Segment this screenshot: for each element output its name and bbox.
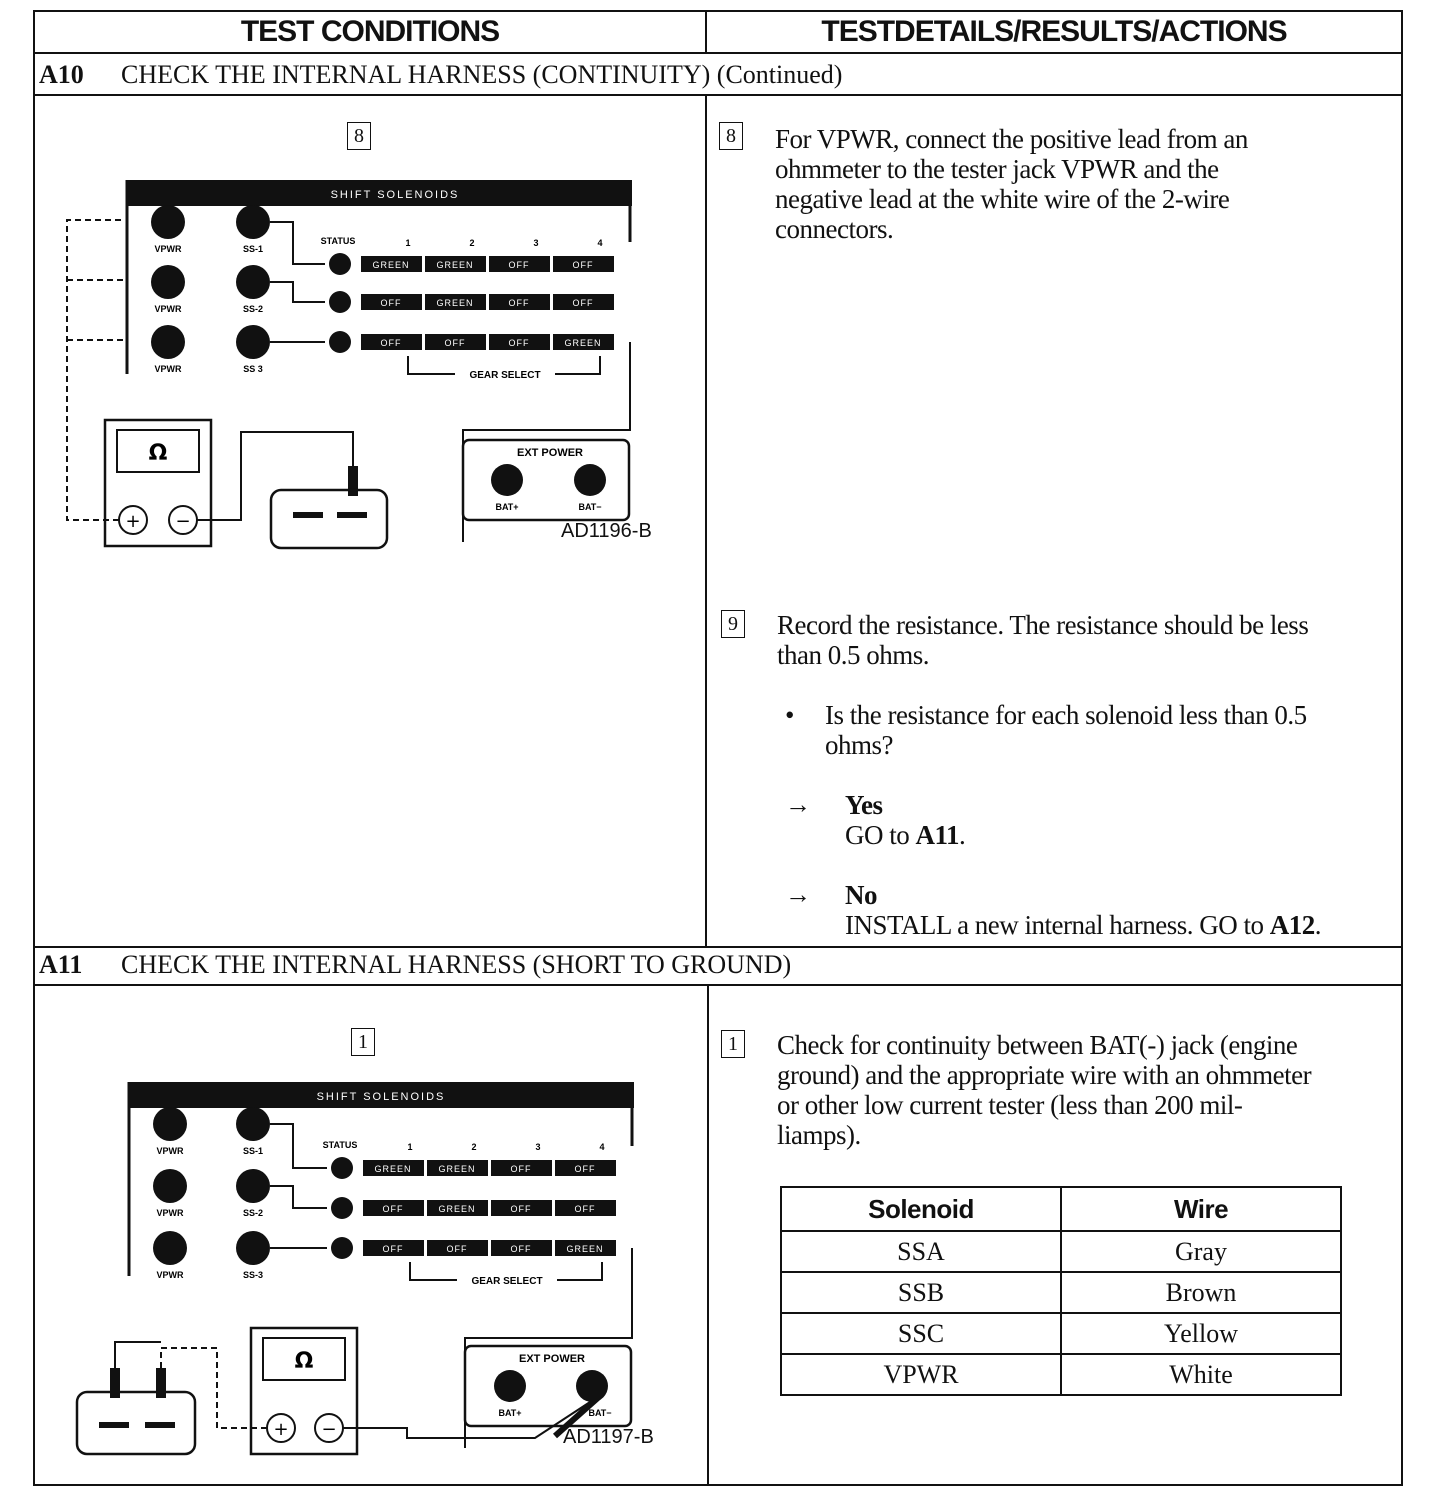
jack-label: VPWR: [154, 364, 182, 374]
ohm-icon: Ω: [294, 1349, 314, 1374]
answer-action: [845, 910, 1405, 940]
action-ref: A12: [1269, 910, 1315, 940]
bullet-icon: •: [785, 700, 795, 730]
bat-neg-label: BAT−: [588, 1408, 612, 1418]
table-cell: Brown: [1061, 1272, 1341, 1313]
solenoid-wire-table: [780, 1186, 1342, 1396]
jack-label: SS-3: [242, 1270, 264, 1280]
step-8-text: [775, 124, 1395, 244]
status-bar-label: OFF: [508, 298, 530, 308]
column-number-label: 3: [533, 238, 539, 248]
text-line: ohmmeter to the tester jack VPWR and the: [775, 154, 1219, 184]
divider: [705, 94, 707, 946]
figure-step-box: 1: [351, 1028, 375, 1056]
bat-neg-label: BAT−: [578, 502, 602, 512]
arrow-icon: →: [785, 880, 811, 909]
status-bar-label: GREEN: [374, 1164, 412, 1174]
status-bar-label: OFF: [510, 1204, 532, 1214]
action-end: .: [1314, 910, 1321, 940]
column-header: Wire: [1061, 1187, 1341, 1231]
page-frame: [33, 10, 1403, 1486]
bat-pos-label: BAT+: [495, 502, 519, 512]
table-cell: Yellow: [1061, 1313, 1341, 1354]
answer-label: Yes: [845, 790, 883, 820]
text-line: Record the resistance. The resistance should be less: [777, 610, 1309, 640]
jack-label: VPWR: [154, 244, 182, 254]
action-end: .: [959, 820, 966, 850]
section-title-a11: [39, 950, 791, 980]
table-cell: SSB: [781, 1272, 1061, 1313]
figure-step-box: 8: [347, 122, 371, 150]
jack-label: SS 3: [243, 364, 263, 374]
panel-title: SHIFT SOLENOIDS: [316, 1091, 446, 1103]
jack-row: [151, 205, 270, 359]
arrow-icon: →: [785, 790, 811, 819]
section-title-text: CHECK THE INTERNAL HARNESS (SHORT TO GROUND): [121, 950, 792, 979]
status-bar-label: GREEN: [436, 260, 474, 270]
column-number-label: 3: [535, 1142, 541, 1152]
status-bar-label: OFF: [572, 260, 594, 270]
action-text: GO to: [845, 820, 916, 850]
table-cell: Gray: [1061, 1231, 1341, 1272]
section-id: A11: [39, 950, 83, 979]
rule: [35, 946, 1401, 948]
answer-yes: [845, 790, 1395, 850]
status-bar-label: GREEN: [438, 1164, 476, 1174]
plus-icon: +: [125, 511, 141, 532]
table-row: [781, 1231, 1341, 1272]
ext-power-label: EXT POWER: [516, 447, 584, 459]
status-bar-label: OFF: [380, 298, 402, 308]
jack-label: VPWR: [154, 304, 182, 314]
status-bar-label: OFF: [574, 1204, 596, 1214]
status-bar-label: OFF: [380, 338, 402, 348]
jack-label: VPWR: [156, 1146, 184, 1156]
rule: [35, 984, 1401, 986]
answer-no: [845, 880, 1405, 940]
status-bar-label: OFF: [382, 1204, 404, 1214]
section-id: A10: [39, 60, 84, 89]
figure-code: AD1197-B: [563, 1426, 654, 1448]
text-line: than 0.5 ohms.: [777, 640, 929, 670]
table-cell: SSA: [781, 1231, 1061, 1272]
status-bar-label: GREEN: [436, 298, 474, 308]
divider: [705, 12, 707, 54]
table-header-row: [781, 1187, 1341, 1231]
column-number-label: 1: [407, 1142, 413, 1152]
text-line: liamps).: [777, 1120, 861, 1150]
status-bar-label: GREEN: [372, 260, 410, 270]
table-row: [781, 1354, 1341, 1395]
panel-title: SHIFT SOLENOIDS: [330, 189, 460, 201]
minus-icon: −: [175, 511, 191, 532]
status-bar-label: OFF: [510, 1164, 532, 1174]
bat-pos-label: BAT+: [498, 1408, 522, 1418]
status-bar-label: GREEN: [438, 1204, 476, 1214]
action-text: INSTALL a new internal harness. GO to: [845, 910, 1270, 940]
table-row: [781, 1313, 1341, 1354]
table-cell: SSC: [781, 1313, 1061, 1354]
table-row: [781, 1272, 1341, 1313]
question-text: [825, 700, 1395, 760]
divider: [707, 986, 709, 1484]
rule: [35, 94, 1401, 96]
step-9-text: [777, 610, 1397, 670]
section-title-a10: [39, 60, 842, 90]
minus-icon: −: [321, 1419, 337, 1440]
gear-select-label: GEAR SELECT: [469, 370, 541, 381]
header-test-conditions: TEST CONDITIONS: [35, 12, 705, 54]
tester-diagram-a11: [55, 1066, 675, 1456]
status-bar-label: OFF: [508, 260, 530, 270]
column-number-label: 1: [405, 238, 411, 248]
jack-label: SS-2: [242, 1208, 264, 1218]
figure-code: AD1196-B: [561, 520, 652, 542]
step-box: 1: [721, 1030, 745, 1058]
jack-label: VPWR: [156, 1270, 184, 1280]
step-box: 8: [719, 122, 743, 150]
status-bar-label: OFF: [572, 298, 594, 308]
text-line: Is the resistance for each solenoid less than 0.5: [825, 700, 1307, 730]
table-cell: VPWR: [781, 1354, 1061, 1395]
jack-label: SS-1: [242, 244, 264, 254]
status-label: STATUS: [322, 1140, 358, 1150]
text-line: negative lead at the white wire of the 2-wire: [775, 184, 1230, 214]
status-bar-label: OFF: [574, 1164, 596, 1174]
text-line: ground) and the appropriate wire with an ohmmeter: [777, 1060, 1312, 1090]
column-number-label: 4: [599, 1142, 605, 1152]
text-line: or other low current tester (less than 200 mil-: [777, 1090, 1243, 1120]
status-bar-label: OFF: [510, 1244, 532, 1254]
text-line: ohms?: [825, 730, 893, 760]
status-bar-label: OFF: [446, 1244, 468, 1254]
column-number-label: 2: [469, 238, 475, 248]
status-label: STATUS: [320, 236, 356, 246]
ohm-icon: Ω: [148, 441, 168, 466]
header-test-details: TESTDETAILS/RESULTS/ACTIONS: [707, 12, 1401, 54]
ext-power-label: EXT POWER: [518, 1353, 586, 1365]
gear-select-label: GEAR SELECT: [471, 1276, 543, 1287]
step-box: 9: [721, 610, 745, 638]
tester-diagram-a10: [35, 162, 675, 552]
text-line: connectors.: [775, 214, 894, 244]
table-cell: White: [1061, 1354, 1341, 1395]
status-bar-label: OFF: [508, 338, 530, 348]
status-bar-label: GREEN: [566, 1244, 604, 1254]
column-header: Solenoid: [781, 1187, 1061, 1231]
status-bar-label: OFF: [382, 1244, 404, 1254]
answer-action: [845, 820, 1395, 850]
column-number-label: 2: [471, 1142, 477, 1152]
section-title-text: CHECK THE INTERNAL HARNESS (CONTINUITY) (Continued): [121, 60, 843, 89]
step-1-text: [777, 1030, 1397, 1150]
plus-icon: +: [273, 1419, 289, 1440]
text-line: Check for continuity between BAT(-) jack (engine: [777, 1030, 1298, 1060]
status-bar-label: OFF: [444, 338, 466, 348]
jack-label: SS-1: [242, 1146, 264, 1156]
action-ref: A11: [915, 820, 960, 850]
jack-label: SS-2: [242, 304, 264, 314]
column-number-label: 4: [597, 238, 603, 248]
jack-label: VPWR: [156, 1208, 184, 1218]
answer-label: No: [845, 880, 877, 910]
text-line: For VPWR, connect the positive lead from an: [775, 124, 1248, 154]
status-bar-label: GREEN: [564, 338, 602, 348]
